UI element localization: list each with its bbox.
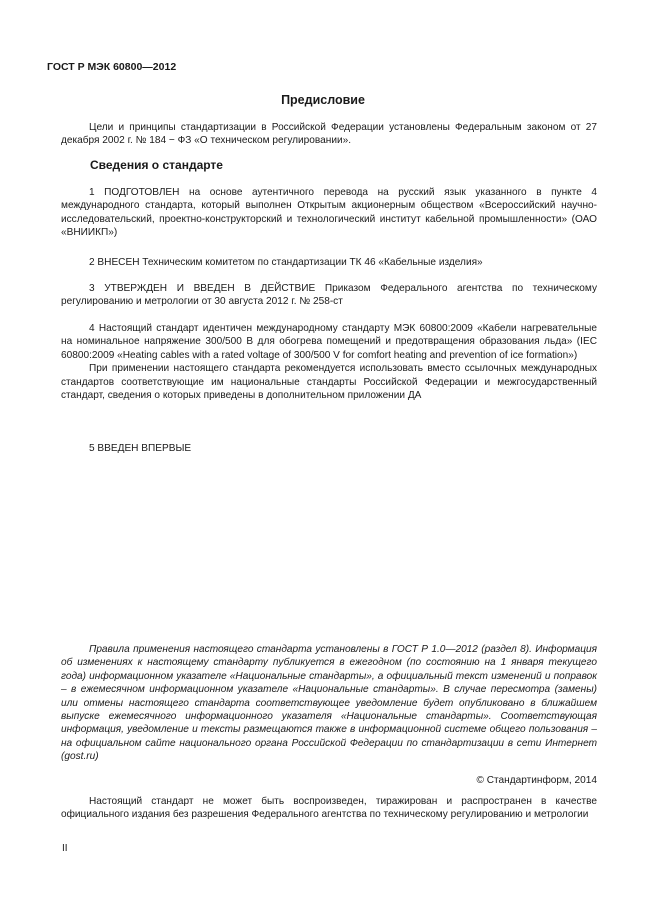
page-number: II <box>62 843 68 854</box>
intro-paragraph: Цели и принципы стандартизации в Российской Федерации установлены Федеральным законом от 27 декабря 2002 г. № 184 − ФЗ «О техническом регулировании». <box>61 122 597 147</box>
document-id-header: ГОСТ Р МЭК 60800—2012 <box>47 61 177 73</box>
item-2-paragraph: 2 ВНЕСЕН Техническим комитетом по стандартизации ТК 46 «Кабельные изделия» <box>89 257 483 268</box>
item-5-paragraph: 5 ВВЕДЕН ВПЕРВЫЕ <box>89 443 192 454</box>
notice-italic-paragraph: Правила применения настоящего стандарта установлены в ГОСТ Р 1.0—2012 (раздел 8). Информация об изменениях к настоящему стандарту публикуется в ежегодном (по состоянию на 1 января текущего года) информационном указателе «Национальные стандарты», а официальный текст изменений и поправок – в ежемесячном информационном указателе «Национальные стандарты». В случае пересмотра (замены) или отмены настоящего стандарта соответствующее уведомление будет опубликовано в ближайшем выпуске ежемесячного информационного указателя «Национальные стандарты». Соответствующая информация, уведомление и тексты размещаются также в информационной системе общего пользования – на официальном сайте национального органа Российской Федерации по стандартизации в сети Интернет (gost.ru) <box>61 644 597 763</box>
foreword-title: Предисловие <box>281 93 365 107</box>
item-4 <box>61 322 597 402</box>
item-5 <box>61 442 597 455</box>
item-3 <box>61 282 597 309</box>
item-4-paragraph: 4 Настоящий стандарт идентичен международному стандарту МЭК 60800:2009 «Кабели нагревательные на номинальное напряжение 300/500 В для обогрева помещений и предотвращения образования льда» (IEC 60800:2009 «Heating cables with a rated voltage of 300/500 V for comfort heating and prevention of ice formation») <box>61 323 597 361</box>
item-2 <box>61 256 597 269</box>
item-3-paragraph: 3 УТВЕРЖДЕН И ВВЕДЕН В ДЕЙСТВИЕ Приказом Федерального агентства по техническому регулированию и метрологии от 30 августа 2012 г. № 258-ст <box>61 283 597 308</box>
reproduction-paragraph: Настоящий стандарт не может быть воспроизведен, тиражирован и распространен в качестве официального издания без разрешения Федерального агентства по техническому регулированию и метрологии <box>61 796 597 821</box>
notice-block <box>61 643 597 764</box>
item-4-note-paragraph: При применении настоящего стандарта рекомендуется использовать вместо ссылочных международных стандартов соответствующие им национальные стандарты Российской Федерации и межгосударственный стандарт, сведения о которых приведены в дополнительном приложении ДА <box>61 363 597 402</box>
section-title: Сведения о стандарте <box>90 158 223 172</box>
item-1 <box>61 186 597 240</box>
item-1-paragraph: 1 ПОДГОТОВЛЕН на основе аутентичного перевода на русский язык указанного в пункте 4 международного стандарта, который выполнен Открытым акционерным обществом «Всероссийский научно-исследовательский, проектно-конструкторский и технологический институт кабельной промышленности» (ОАО «ВНИИКП») <box>61 187 597 239</box>
copyright: © Стандартинформ, 2014 <box>476 775 597 786</box>
foreword-intro <box>61 121 597 148</box>
reproduction-notice <box>61 795 597 822</box>
